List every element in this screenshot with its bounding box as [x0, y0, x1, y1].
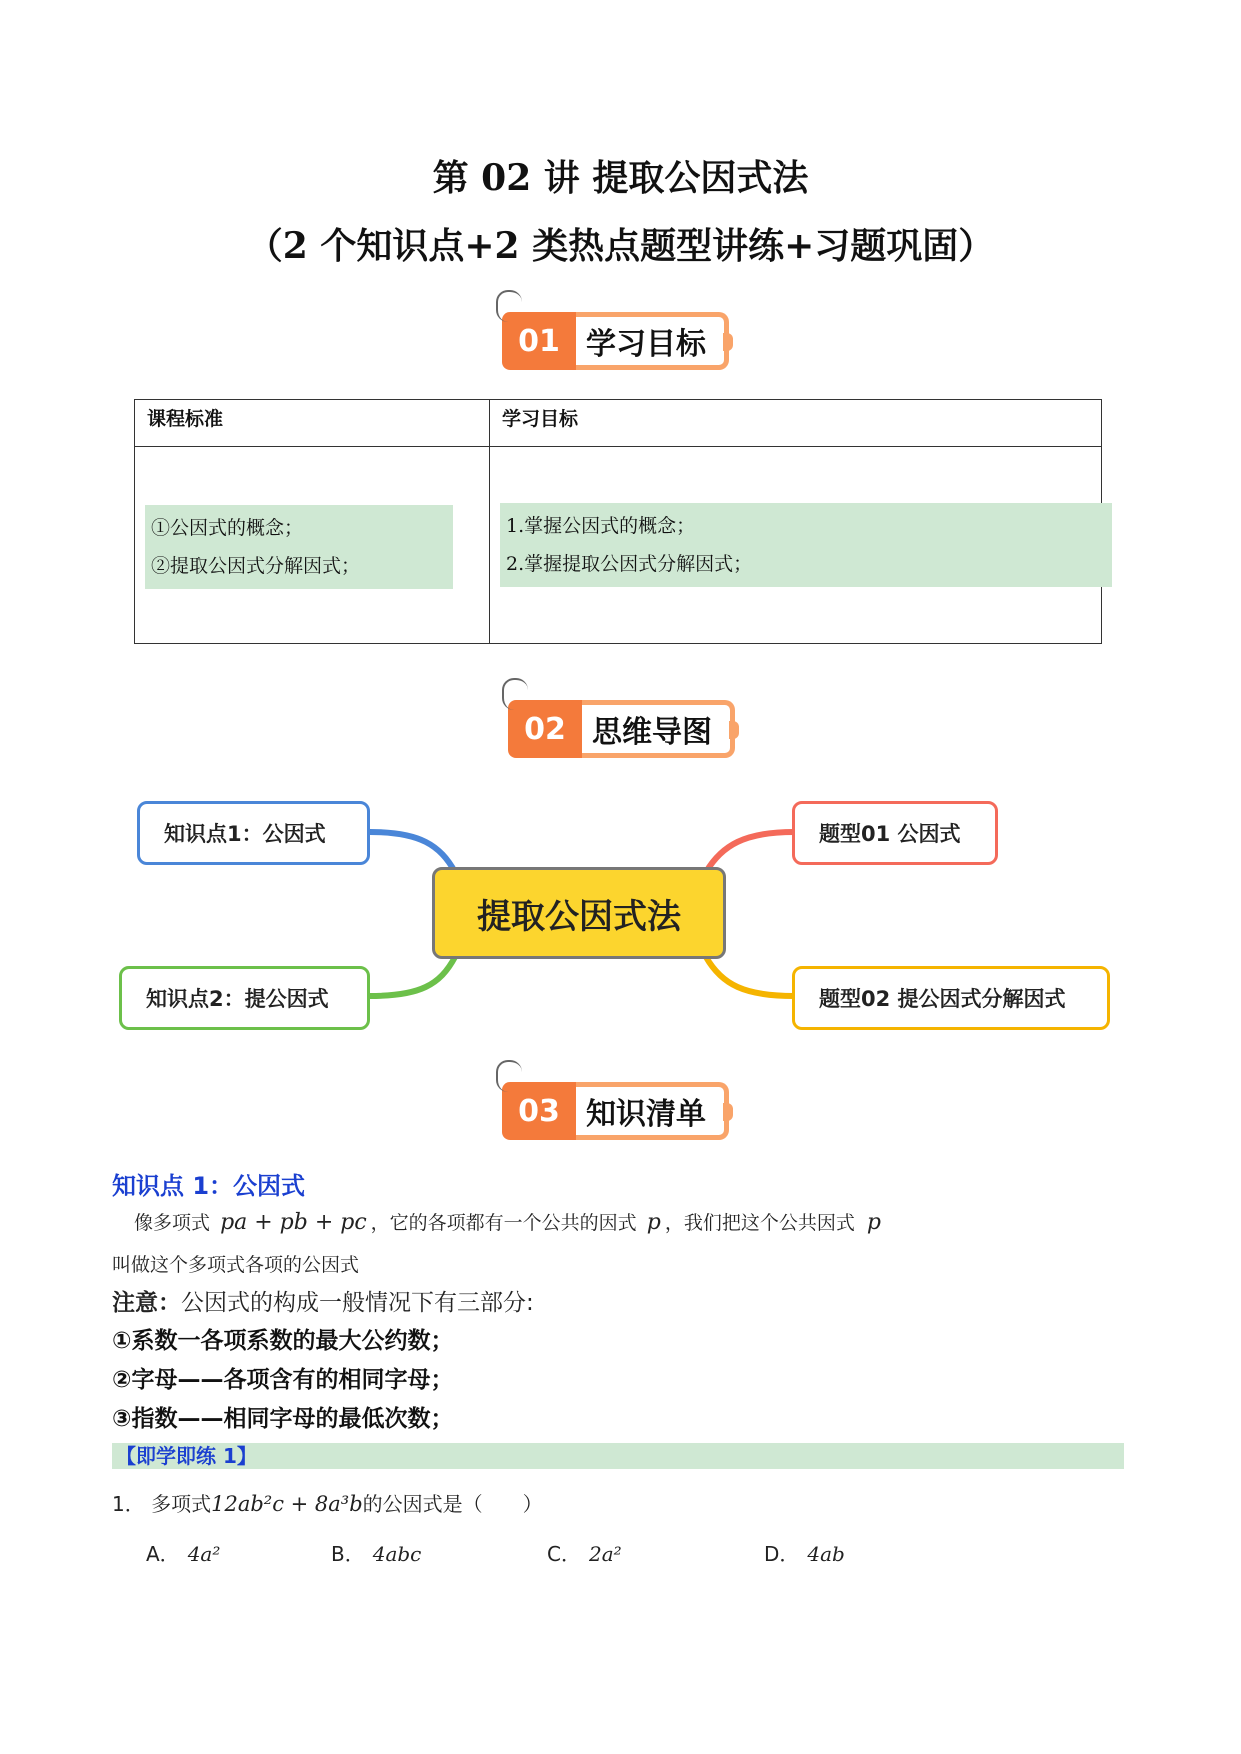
- paperclip-icon: [496, 290, 522, 322]
- para-expression: pa + pb + pc: [220, 1210, 367, 1235]
- question-expression: 12ab²c + 8a³b: [211, 1492, 363, 1516]
- table-header-standard: 课程标准: [135, 400, 490, 447]
- paperclip-icon: [502, 678, 528, 710]
- option-letter: B．: [331, 1542, 365, 1566]
- table-cell-standard: [135, 447, 490, 644]
- para-mid: ，它的各项都有一个公共的因式: [370, 1212, 637, 1234]
- table-cell-goal: [490, 447, 1102, 644]
- section-badge-01: [502, 312, 729, 370]
- question-number: 1．: [112, 1492, 145, 1516]
- goal-item: 2.掌握提取公因式分解因式；: [506, 553, 753, 575]
- page-title: 第 02 讲 提取公因式法: [432, 157, 809, 199]
- goal-highlight: [500, 503, 1112, 587]
- practice-bar: 【即学即练 1】: [112, 1443, 1124, 1469]
- paperclip-icon: [496, 1060, 522, 1092]
- goals-table: [134, 399, 1102, 644]
- section-badge-03: [502, 1082, 729, 1140]
- knowledge-heading: 知识点 1：公因式: [112, 1172, 306, 1200]
- mindmap-node-knowledge-2: 知识点2：提公因式: [119, 966, 370, 1030]
- option-value: 4ab: [807, 1542, 845, 1566]
- practice-question: [112, 1488, 543, 1517]
- para-prefix: 像多项式: [134, 1212, 211, 1234]
- para-var-p2: p: [866, 1210, 881, 1235]
- question-prefix: 多项式: [151, 1492, 212, 1516]
- section-number: 03: [502, 1082, 576, 1140]
- section-number: 01: [502, 312, 576, 370]
- mindmap-node-type-1: 题型01 公因式: [792, 801, 998, 865]
- connector-k2: [370, 957, 455, 996]
- mindmap-node-type-2: 题型02 提公因式分解因式: [792, 966, 1110, 1030]
- table-header-goal: 学习目标: [490, 400, 1102, 447]
- option-value: 4a²: [187, 1542, 221, 1566]
- option-value: 2a²: [588, 1542, 622, 1566]
- note-label: 注意：: [112, 1290, 181, 1316]
- mindmap-center-node: 提取公因式法: [432, 867, 726, 959]
- option-value: 4abc: [372, 1542, 422, 1566]
- standard-item: ②提取公因式分解因式；: [151, 555, 361, 577]
- option-c[interactable]: [547, 1538, 622, 1567]
- knowledge-paragraph: [134, 1208, 881, 1235]
- connector-t1: [706, 832, 794, 872]
- option-a[interactable]: [146, 1538, 220, 1567]
- knowledge-paragraph-line2: 叫做这个多项式各项的公因式: [112, 1254, 360, 1276]
- point-letters: ②字母——各项含有的相同字母；: [112, 1367, 454, 1393]
- standard-item: ①公因式的概念；: [151, 517, 304, 539]
- mindmap-node-knowledge-1: 知识点1：公因式: [137, 801, 370, 865]
- para-mid2: ，我们把这个公共因式: [664, 1212, 855, 1234]
- connector-k1: [370, 832, 455, 872]
- option-d[interactable]: [764, 1538, 845, 1567]
- point-coefficient: ①系数一各项系数的最大公约数；: [112, 1328, 454, 1354]
- option-letter: C．: [547, 1542, 581, 1566]
- option-letter: D．: [764, 1542, 800, 1566]
- point-exponent: ③指数——相同字母的最低次数；: [112, 1406, 454, 1432]
- goal-item: 1.掌握公因式的概念；: [506, 515, 696, 537]
- section-label: 思维导图: [582, 700, 735, 758]
- question-suffix: 的公因式是（ ）: [362, 1492, 543, 1516]
- section-badge-02: [508, 700, 735, 758]
- page-subtitle: （2 个知识点+2 类热点题型讲练+习题巩固）: [246, 225, 995, 267]
- option-letter: A．: [146, 1542, 180, 1566]
- standard-highlight: [145, 505, 453, 589]
- note-text: 公因式的构成一般情况下有三部分:: [181, 1290, 534, 1316]
- para-var-p: p: [646, 1210, 661, 1235]
- note-line: [112, 1284, 534, 1317]
- section-label: 学习目标: [576, 312, 729, 370]
- option-b[interactable]: [331, 1538, 421, 1567]
- connector-t2: [706, 957, 794, 996]
- section-number: 02: [508, 700, 582, 758]
- section-label: 知识清单: [576, 1082, 729, 1140]
